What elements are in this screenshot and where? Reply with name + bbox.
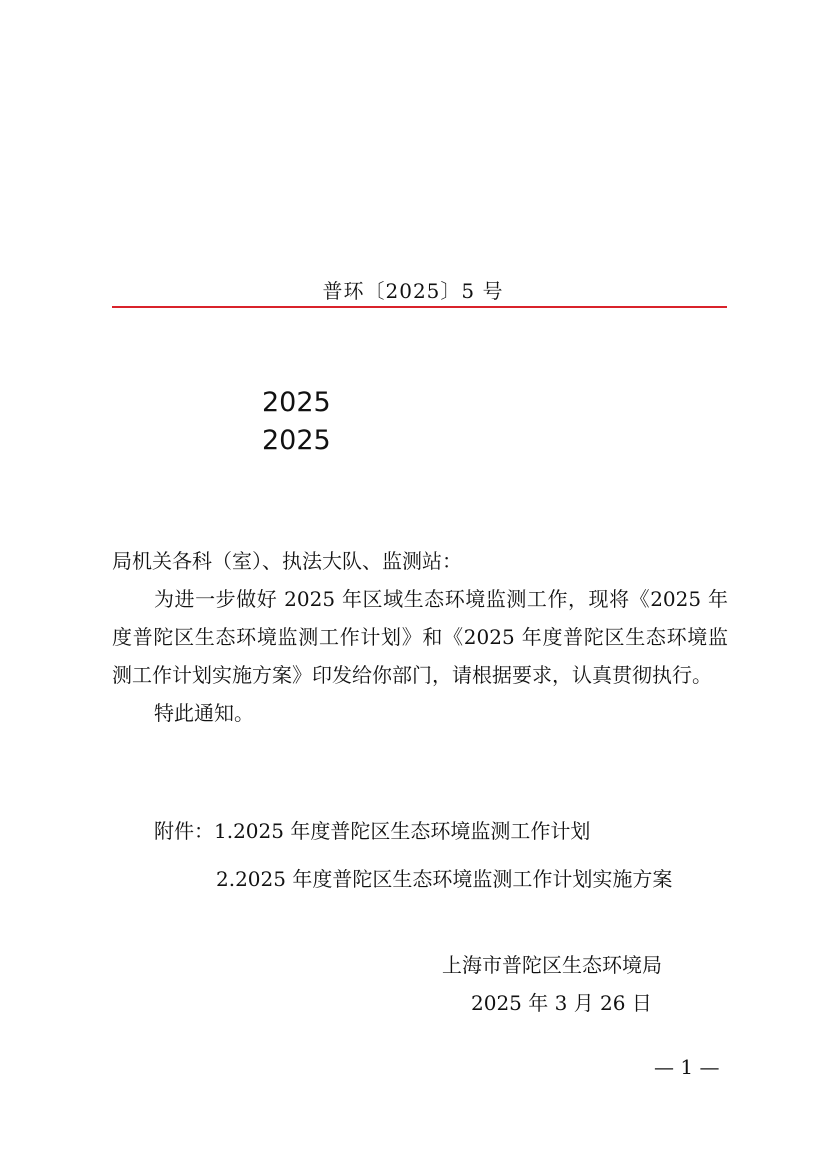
attachment-item-1: 附件：1.2025 年度普陀区生态环境监测工作计划 [154, 819, 591, 843]
attachment-item-2: 2.2025 年度普陀区生态环境监测工作计划实施方案 [216, 867, 673, 891]
closing-line: 特此通知。 [154, 701, 254, 725]
salutation: 局机关各科（室）、执法大队、监测站： [112, 549, 462, 573]
document-body [112, 542, 728, 732]
document-title [262, 384, 331, 460]
signature-organization: 上海市普陀区生态环境局 [442, 953, 662, 977]
red-divider-line [112, 306, 727, 308]
title-line-2: 2025 [262, 425, 331, 456]
title-line-1: 2025 [262, 387, 331, 418]
document-number: 普环〔2025〕5 号 [322, 279, 504, 303]
body-paragraph: 为进一步做好 2025 年区域生态环境监测工作，现将《2025 年度普陀区生态环境监测工作计划》和《2025 年度普陀区生态环境监测工作计划实施方案》印发给你部门，请根据要求，认真贯彻执行。 [112, 587, 728, 687]
signature-date: 2025 年 3 月 26 日 [471, 991, 652, 1015]
page-number: — 1 — [654, 1055, 720, 1079]
